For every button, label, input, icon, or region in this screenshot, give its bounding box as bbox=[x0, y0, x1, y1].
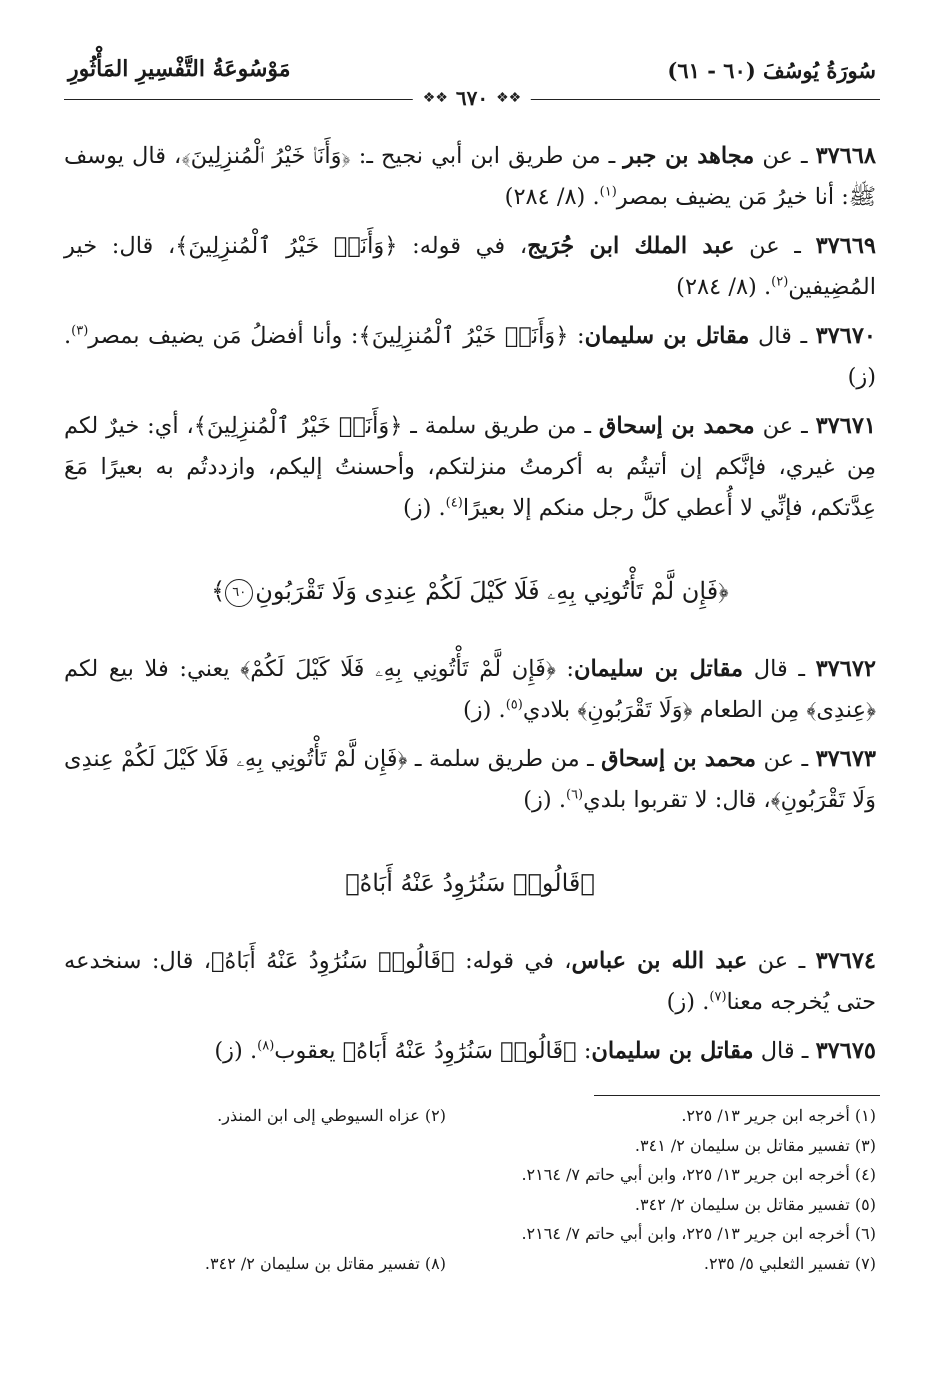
entry-text: : bbox=[568, 323, 585, 349]
volume-reference: (ز) bbox=[523, 787, 552, 813]
narrator-name: مقاتل بن سليمان bbox=[584, 323, 750, 349]
footnote-marker[interactable]: (٨) bbox=[257, 1038, 275, 1054]
entry-text: ، قال: لا تقربوا بلدي bbox=[583, 787, 771, 813]
narrator-name: عبد الله بن عباس bbox=[571, 948, 748, 974]
footnote-3: (٣) تفسير مقاتل بن سليمان ٢/ ٣٤١. bbox=[634, 1135, 876, 1155]
entry-text: يعقوب bbox=[274, 1038, 343, 1064]
page-number-group bbox=[413, 86, 531, 110]
page-header bbox=[64, 56, 880, 116]
entry-text: ـ من طريق ابن أبي نجيح ـ: bbox=[350, 143, 624, 169]
footnote-4: (٤) أخرجه ابن جرير ١٣/ ٢٢٥، وابن أبي حاتم ٧/ ٢١٦٤. bbox=[521, 1165, 876, 1184]
footnote-marker[interactable]: (٦) bbox=[565, 787, 584, 803]
quran-quote: ﴿وَأَنَا۠ خَيْرُ ٱلْمُنزِلِينَ﴾ bbox=[175, 233, 398, 259]
quran-quote: ﴿وَأَنَا۠ خَيْرُ ٱلْمُنزِلِينَ﴾ bbox=[193, 413, 403, 439]
main-text bbox=[64, 136, 876, 1080]
entry-text: . bbox=[551, 787, 566, 813]
ayah-number-icon: ٦٠ bbox=[225, 579, 253, 607]
narrator-name: محمد بن إسحاق bbox=[598, 413, 755, 439]
quran-quote: ﴿قَالُوا۟ سَنُرَٰوِدُ عَنْهُ أَبَاهُ﴾ bbox=[211, 948, 455, 974]
entry-text: . bbox=[695, 989, 710, 1015]
entry-text: . bbox=[585, 184, 600, 210]
narrator-name: عبد الملك ابن جُرَيج bbox=[527, 233, 735, 259]
verse-heading-61 bbox=[64, 861, 876, 905]
entry-number: ٣٧٦٧٠ bbox=[815, 323, 876, 349]
entry-number: ٣٧٦٧٢ bbox=[815, 656, 876, 682]
entry-37675 bbox=[64, 1031, 876, 1072]
footnote-8: (٨) تفسير مقاتل بن سليمان ٢/ ٣٤٢. bbox=[204, 1253, 446, 1273]
entry-37672 bbox=[64, 649, 876, 731]
volume-reference: (ز) bbox=[462, 697, 492, 723]
entry-text: . bbox=[431, 495, 446, 521]
narrator-name: مجاهد بن جبر bbox=[623, 143, 755, 169]
entry-text: ، قال: خير المُضِيفين bbox=[64, 233, 876, 300]
footnote-marker[interactable]: (٥) bbox=[505, 697, 523, 713]
entry-text: ـ عن bbox=[754, 143, 816, 169]
volume-reference: (٨/ ٢٨٤) bbox=[504, 184, 586, 210]
narrator-name: محمد بن إسحاق bbox=[601, 746, 757, 772]
entry-number: ٣٧٦٧٣ bbox=[815, 746, 876, 772]
entry-text: . bbox=[756, 274, 772, 300]
entry-text: ، في قوله: bbox=[397, 233, 528, 259]
narrator-name: مقاتل بن سليمان bbox=[574, 656, 744, 682]
footnote-separator bbox=[594, 1095, 880, 1096]
entry-number: ٣٧٦٧٤ bbox=[815, 948, 877, 974]
entry-text: ـ عن bbox=[756, 746, 816, 772]
verse-heading-60 bbox=[64, 569, 876, 613]
entry-text: . bbox=[491, 697, 506, 723]
volume-reference: (٨/ ٢٨٤) bbox=[676, 274, 757, 300]
entry-number: ٣٧٦٧١ bbox=[815, 413, 876, 439]
footnote-marker[interactable]: (٣) bbox=[71, 323, 89, 339]
volume-reference: (ز) bbox=[214, 1038, 243, 1064]
entry-number: ٣٧٦٧٥ bbox=[815, 1038, 876, 1064]
quran-quote: ﴿فَإِن لَّمْ تَأْتُونِي بِهِۦ فَلَا كَيْلَ لَكُمْ عِندِى وَلَا تَقْرَبُونِ﴾ bbox=[64, 746, 876, 813]
entry-37670 bbox=[64, 316, 876, 398]
quran-quote: ﴿وَأَنَا۠ خَيْرُ ٱلْمُنزِلِينَ﴾ bbox=[358, 323, 569, 349]
ornament-right-icon: ❖❖ bbox=[496, 90, 522, 106]
entry-text: . bbox=[242, 1038, 258, 1064]
entry-text: ، في قوله: bbox=[454, 948, 572, 974]
ornament-left-icon: ❖❖ bbox=[422, 90, 448, 106]
entry-text: ـ قال bbox=[743, 656, 816, 682]
entry-text: ، قال: سنخدعه حتى يُخرجه معنا bbox=[64, 948, 876, 1015]
quran-quote: ﴿فَإِن لَّمْ تَأْتُونِي بِهِۦ فَلَا كَيْلَ لَكُمْ﴾ bbox=[240, 656, 556, 682]
entry-text: ، أي: خيرٌ لكم مِن غيري، فإنَّكم إن أتيتُم به أكرمتُ منزلتكم، وأحسنتُ إليكم، وازددتُم به بعيرًا مَعَ عِدَّتكم، فإنِّي لا أُعطي كلَّ رجل منكم إلا بعيرًا bbox=[64, 413, 876, 521]
entry-37673 bbox=[64, 739, 876, 821]
quran-quote: ﴿قَالُوا۟ سَنُرَٰوِدُ عَنْهُ أَبَاهُ﴾ bbox=[342, 1038, 577, 1064]
entry-text: ـ عن bbox=[734, 233, 816, 259]
entry-37669 bbox=[64, 226, 876, 308]
entry-text: : bbox=[576, 1038, 592, 1064]
footnote-5: (٥) تفسير مقاتل بن سليمان ٢/ ٣٤٢. bbox=[634, 1194, 876, 1214]
volume-reference: (ز) bbox=[847, 364, 876, 390]
entry-text: ـ قال bbox=[749, 323, 816, 349]
entry-number: ٣٧٦٦٩ bbox=[815, 233, 877, 259]
footnote-row bbox=[64, 1101, 876, 1131]
entry-text: يعني: فلا بيع لكم ﴿عِندِى﴾ مِن الطعام ﴿وَلَا تَقْرَبُونِ﴾ بلادي bbox=[64, 656, 876, 723]
footnote-1: (١) أخرجه ابن جرير ١٣/ ٢٢٥. bbox=[681, 1106, 876, 1125]
running-title-surah: سُورَةُ يُوسُفَ (٦٠ - ٦١) bbox=[667, 58, 876, 83]
entry-text: ـ قال bbox=[753, 1038, 816, 1064]
footnote-2: (٢) عزاه السيوطي إلى ابن المنذر. bbox=[217, 1106, 446, 1125]
footnote-6: (٦) أخرجه ابن جرير ١٣/ ٢٢٥، وابن أبي حاتم ٧/ ٢١٦٤. bbox=[521, 1224, 876, 1243]
entry-text: . bbox=[64, 323, 72, 349]
verse-text: ﴿قَالُوا۟ سَنُرَٰوِدُ عَنْهُ أَبَاهُ﴾ bbox=[345, 869, 595, 897]
entry-text: ـ عن bbox=[747, 948, 816, 974]
page-number: ٦٧٠ bbox=[455, 86, 489, 110]
quran-quote: ﴿وَأَنَا۠ خَيْرُ ٱلْمُنزِلِينَ﴾ bbox=[181, 143, 351, 169]
volume-reference: (ز) bbox=[666, 989, 696, 1015]
verse-close: ﴾ bbox=[211, 577, 226, 605]
entry-37671 bbox=[64, 406, 876, 529]
entry-text: ـ من طريق سلمة ـ bbox=[402, 413, 599, 439]
entry-37668 bbox=[64, 136, 876, 218]
entry-37674 bbox=[64, 941, 876, 1023]
footnote-marker[interactable]: (٢) bbox=[771, 274, 789, 290]
running-title-book: مَوْسُوعَةُ التَّفْسِيرِ المَأْثُورِ bbox=[68, 56, 291, 82]
entry-number: ٣٧٦٦٨ bbox=[815, 143, 876, 169]
entry-text: : bbox=[555, 656, 575, 682]
footnote-marker[interactable]: (٧) bbox=[709, 989, 727, 1005]
entry-text: ـ من طريق سلمة ـ bbox=[407, 746, 602, 772]
verse-text: ﴿فَإِن لَّمْ تَأْتُونِي بِهِۦ فَلَا كَيْلَ لَكُمْ عِندِى وَلَا تَقْرَبُونِ bbox=[255, 577, 729, 605]
narrator-name: مقاتل بن سليمان bbox=[591, 1038, 754, 1064]
footnote-marker[interactable]: (١) bbox=[599, 184, 617, 200]
footnotes bbox=[64, 1101, 876, 1278]
footnote-7: (٧) تفسير الثعلبي ٥/ ٢٣٥. bbox=[703, 1253, 876, 1273]
volume-reference: (ز) bbox=[402, 495, 432, 521]
footnote-row bbox=[64, 1249, 876, 1279]
entry-text: ، قال يوسف ﷺ: أنا خيرُ مَن يضيف بمصر bbox=[64, 143, 876, 210]
footnote-marker[interactable]: (٤) bbox=[445, 495, 463, 511]
entry-text: ـ عن bbox=[754, 413, 816, 439]
entry-text: : وأنا أفضلُ مَن يضيف بمصر bbox=[88, 323, 359, 349]
